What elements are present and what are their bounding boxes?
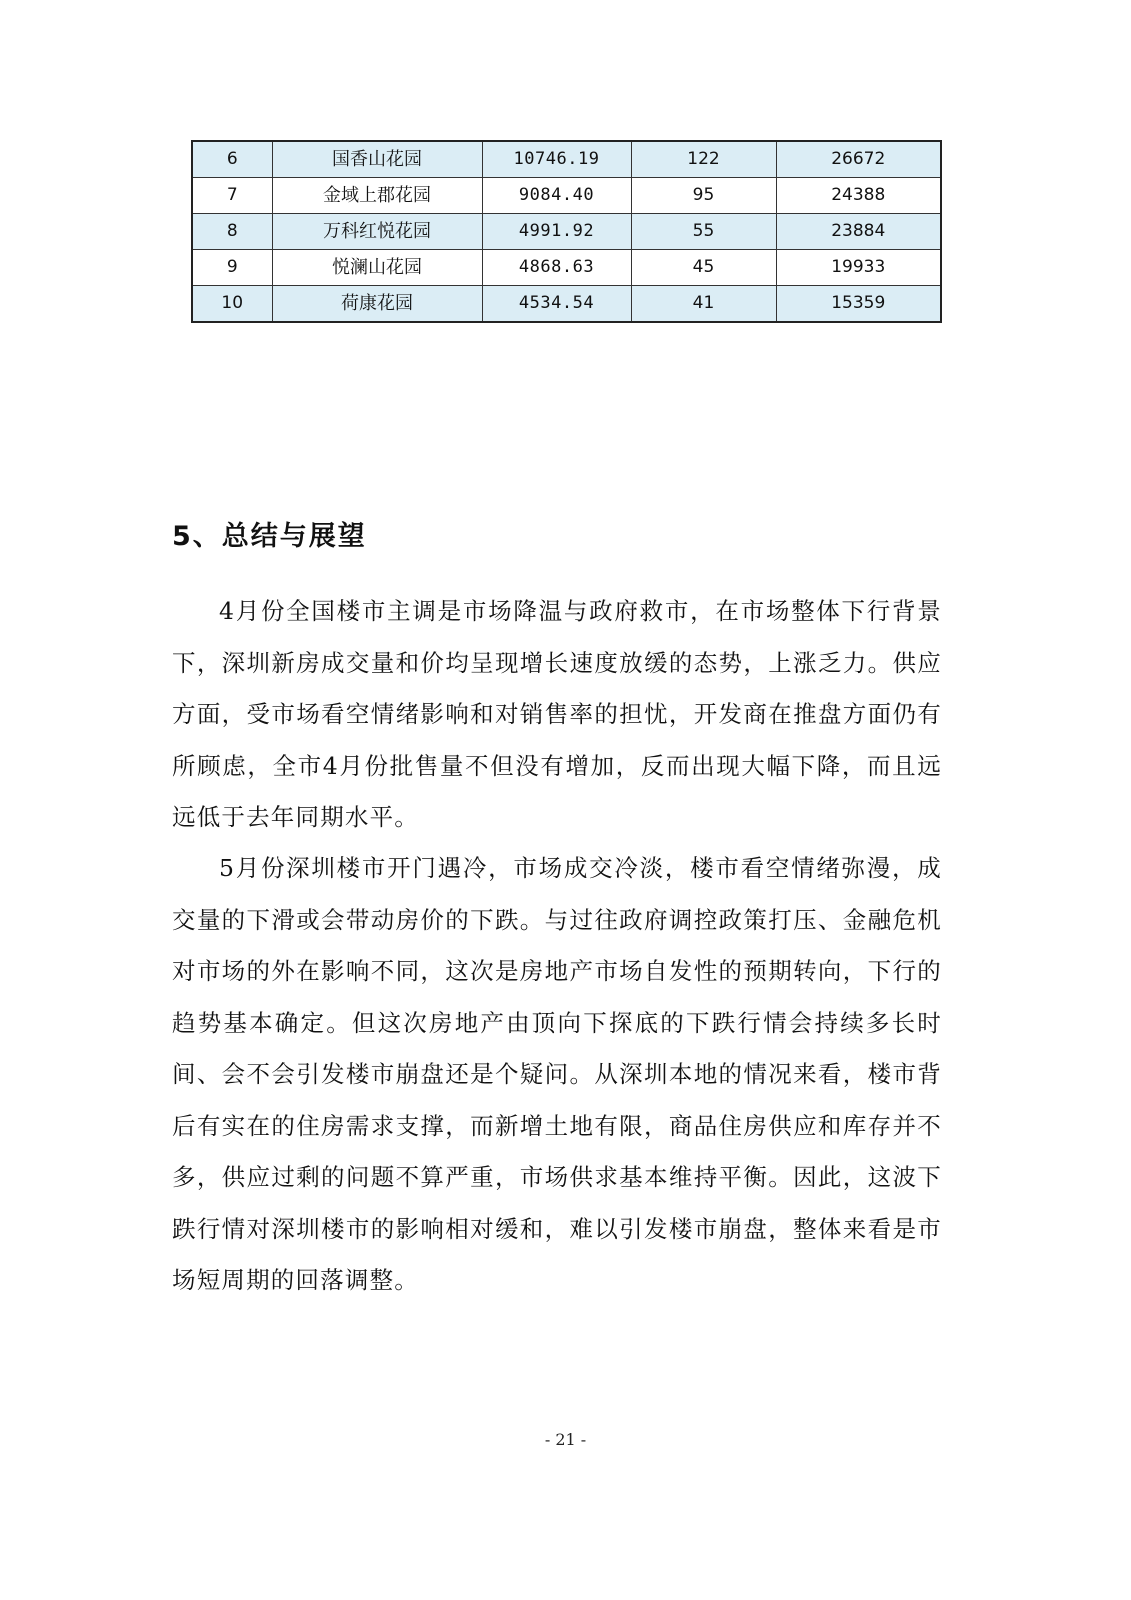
price-cell: 24388 [776,178,941,214]
rank-cell: 6 [192,141,272,178]
table-row [192,214,941,250]
units-cell: 45 [631,250,776,286]
price-cell: 26672 [776,141,941,178]
project-name-cell: 荷康花园 [272,286,482,323]
project-name-cell: 金域上郡花园 [272,178,482,214]
area-cell: 9084.40 [482,178,631,214]
section-heading: 5、总结与展望 [172,521,367,552]
area-cell: 4868.63 [482,250,631,286]
price-cell: 15359 [776,286,941,323]
project-ranking-table [191,140,942,323]
area-cell: 10746.19 [482,141,631,178]
price-cell: 23884 [776,214,941,250]
table-row [192,286,941,323]
area-cell: 4534.54 [482,286,631,323]
ranking-table-container [191,140,940,323]
units-cell: 95 [631,178,776,214]
paragraph-may-outlook: 5月份深圳楼市开门遇冷，市场成交冷淡，楼市看空情绪弥漫，成交量的下滑或会带动房价的下跌。与过往政府调控政策打压、金融危机对市场的外在影响不同，这次是房地产市场自发性的预期转向，下行的趋势基本确定。但这次房地产由顶向下探底的下跌行情会持续多长时间、会不会引发楼市崩盘还是个疑问。从深圳本地的情况来看，楼市背后有实在的住房需求支撑，而新增土地有限，商品住房供应和库存并不多，供应过剩的问题不算严重，市场供求基本维持平衡。因此，这波下跌行情对深圳楼市的影响相对缓和，难以引发楼市崩盘，整体来看是市场短周期的回落调整。 [172,854,942,1294]
units-cell: 55 [631,214,776,250]
table-row [192,250,941,286]
rank-cell: 9 [192,250,272,286]
rank-cell: 8 [192,214,272,250]
units-cell: 122 [631,141,776,178]
units-cell: 41 [631,286,776,323]
table-row [192,141,941,178]
project-name-cell: 悦澜山花园 [272,250,482,286]
project-name-cell: 国香山花园 [272,141,482,178]
area-cell: 4991.92 [482,214,631,250]
paragraph-april-summary: 4月份全国楼市主调是市场降温与政府救市，在市场整体下行背景下，深圳新房成交量和价均呈现增长速度放缓的态势，上涨乏力。供应方面，受市场看空情绪影响和对销售率的担忧，开发商在推盘方面仍有所顾虑，全市4月份批售量不但没有增加，反而出现大幅下降，而且远远低于去年同期水平。 [172,597,942,831]
table-row [192,178,941,214]
rank-cell: 10 [192,286,272,323]
project-name-cell: 万科红悦花园 [272,214,482,250]
price-cell: 19933 [776,250,941,286]
page-number: - 21 - [544,1430,587,1449]
rank-cell: 7 [192,178,272,214]
